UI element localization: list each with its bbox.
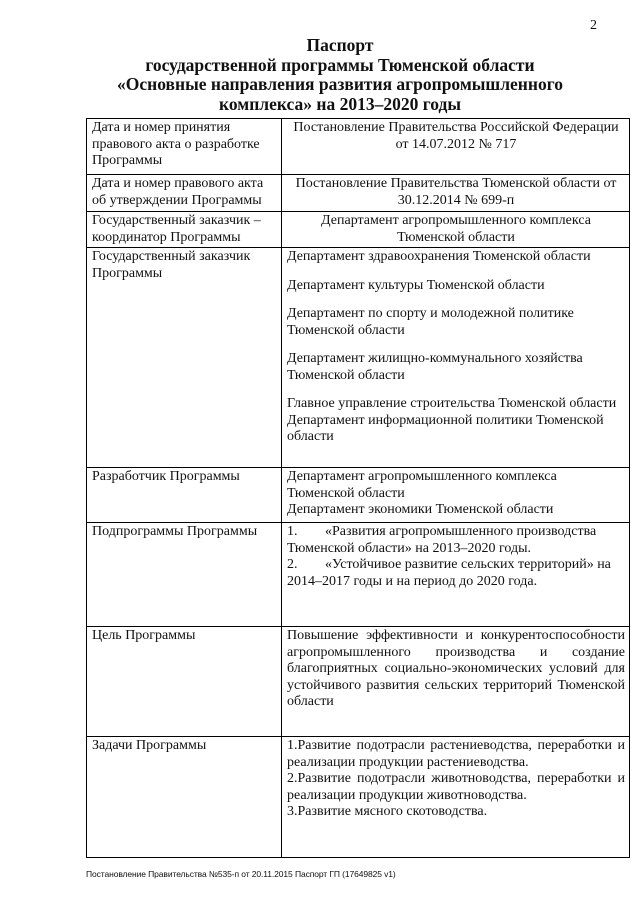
list-item: Департамент культуры Тюменской области [287, 277, 545, 293]
table-row [87, 248, 630, 468]
row-value-subprograms [282, 523, 630, 627]
list-item: 3.Развитие мясного скотоводства. [287, 804, 488, 819]
row-value-adoption-act: Постановление Правительства Российской Федерации от 14.07.2012 № 717 [282, 119, 630, 175]
table-row [87, 119, 630, 175]
list-item: Департамент экономики Тюменской области [287, 502, 554, 517]
list-item: Департамент жилищно-коммунального хозяйства Тюменской области [287, 351, 583, 383]
row-label-coordinator: Государственный заказчик – координатор Программы [87, 212, 282, 248]
passport-table [86, 118, 630, 858]
list-item: 1.Развитие подотрасли растениеводства, переработки и реализации продукции растениеводства. [287, 738, 625, 770]
row-value-developer [282, 468, 630, 523]
title-line-1: Паспорт [306, 35, 374, 55]
item-number: 2. [287, 557, 298, 572]
row-label-subprograms: Подпрограммы Программы [87, 523, 282, 627]
title-line-4: комплекса» на 2013–2020 годы [219, 93, 461, 114]
title-line-2: государственной программы Тюменской области [145, 54, 535, 75]
list-item: Департамент информационной политики Тюменской области [287, 412, 604, 444]
row-label-tasks: Задачи Программы [87, 737, 282, 858]
table-row [87, 212, 630, 248]
title-line-3: «Основные направления развития агропромышленного [117, 74, 563, 94]
list-item: Департамент здравоохранения Тюменской области [287, 249, 591, 264]
row-label-customer: Государственный заказчик Программы [87, 248, 282, 468]
list-item: 2.Развитие подотрасли животноводства, переработки и реализации продукции животноводства. [287, 771, 625, 803]
item-text: «Устойчивое развитие сельских территорий» на 2014–2017 годы и на период до 2020 года. [287, 557, 611, 589]
list-item: Главное управление строительства Тюменской области [287, 396, 617, 411]
row-value-goal: Повышение эффективности и конкурентоспособности агропромышленного производства и создание благоприятных социально-экономических условий для устойчивого развития сельских территорий Тюменской области [282, 627, 630, 737]
page-number: 2 [590, 18, 597, 33]
list-item: Департамент агропромышленного комплекса Тюменской области [287, 469, 557, 501]
list-item: Департамент по спорту и молодежной политике Тюменской области [287, 306, 574, 338]
item-text: «Развития агропромышленного производства Тюменской области» на 2013–2020 годы. [287, 524, 597, 556]
item-number: 1. [287, 524, 298, 539]
table-row [87, 468, 630, 523]
row-value-customer [282, 248, 630, 468]
row-label-adoption-act: Дата и номер принятия правового акта о разработке Программы [87, 119, 282, 175]
table-row [87, 175, 630, 212]
table-row [87, 737, 630, 858]
row-label-approval-act: Дата и номер правового акта об утверждении Программы [87, 175, 282, 212]
list-item [287, 524, 625, 557]
table-row [87, 627, 630, 737]
row-value-coordinator: Департамент агропромышленного комплекса Тюменской области [282, 212, 630, 248]
list-item [287, 557, 625, 590]
row-label-goal: Цель Программы [87, 627, 282, 737]
table-row [87, 523, 630, 627]
footer-note: Постановление Правительства №535-п от 20.11.2015 Паспорт ГП (17649825 v1) [86, 869, 396, 879]
row-label-developer: Разработчик Программы [87, 468, 282, 523]
row-value-approval-act: Постановление Правительства Тюменской области от 30.12.2014 № 699-п [282, 175, 630, 212]
document-title [60, 36, 620, 114]
row-value-tasks [282, 737, 630, 858]
